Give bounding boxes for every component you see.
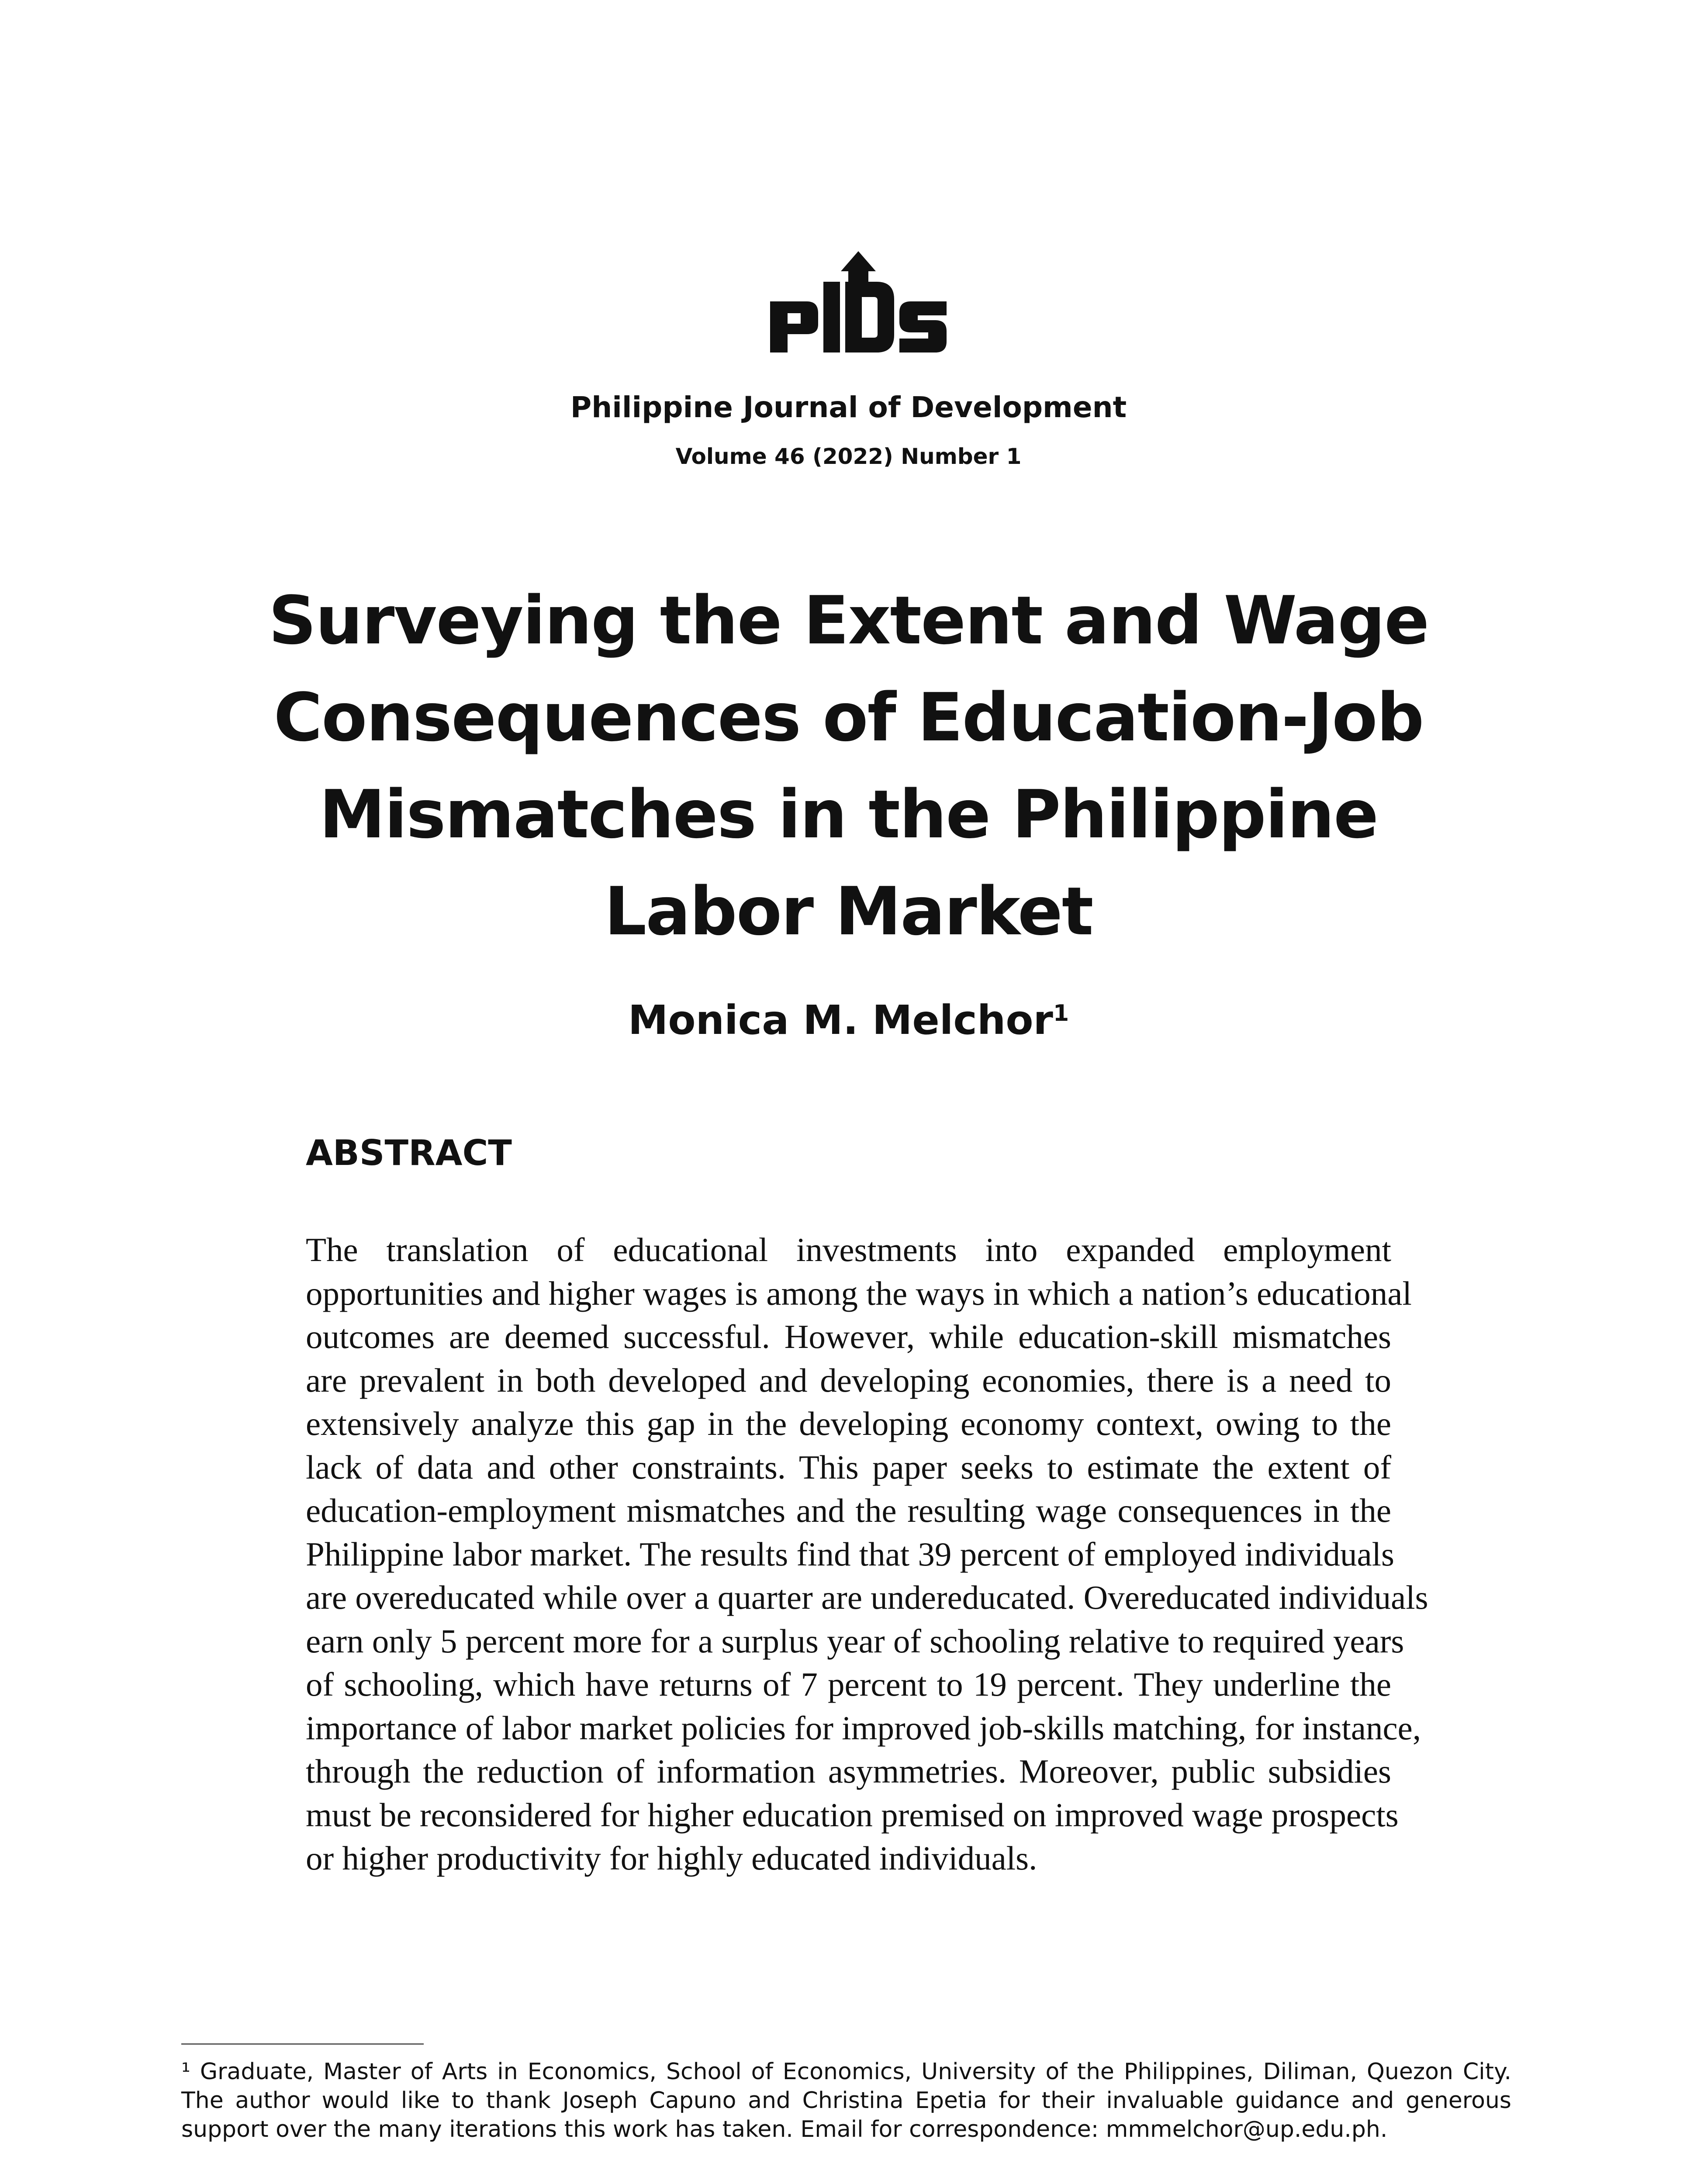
abstract-line: outcomes are deemed successful. However, while education-skill mismatches [306,1318,1391,1355]
article-title [218,572,1479,960]
author-byline [0,997,1697,1044]
footnote-line: The author would like to thank Joseph Capuno and Christina Epetia for their invaluable guidance and generous [181,2087,1511,2114]
abstract-line: earn only 5 percent more for a surplus year of schooling relative to required years [306,1622,1404,1660]
abstract-line: extensively analyze this gap in the developing economy context, owing to the [306,1405,1391,1442]
abstract-line: are prevalent in both developed and developing economies, there is a need to [306,1361,1391,1399]
abstract-line: Philippine labor market. The results find that 39 percent of employed individuals [306,1535,1394,1573]
abstract-line: or higher productivity for highly educated individuals. [306,1839,1037,1877]
pids-logo [767,251,950,356]
title-line: Surveying the Extent and Wage [268,582,1429,659]
abstract-line: lack of data and other constraints. This paper seeks to estimate the extent of [306,1448,1391,1486]
abstract-line: must be reconsidered for higher education premised on improved wage prospects [306,1796,1399,1834]
journal-volume: Volume 46 (2022) Number 1 [675,444,1022,469]
abstract-body [306,1228,1428,1880]
footnote-line: support over the many iterations this work has taken. Email for correspondence: mmmelchor@up.edu.ph. [181,2116,1388,2143]
abstract-line: through the reduction of information asymmetries. Moreover, public subsidies [306,1752,1391,1790]
abstract-line: opportunities and higher wages is among the ways in which a nation’s educational [306,1274,1412,1312]
abstract-line: are overeducated while over a quarter are undereducated. Overeducated individuals [306,1579,1428,1616]
author-name: Monica M. Melchor [628,997,1053,1044]
abstract-line: of schooling, which have returns of 7 percent to 19 percent. They underline the [306,1666,1391,1703]
abstract-line: The translation of educational investments into expanded employment [306,1231,1391,1268]
footnote-divider [181,2043,424,2045]
abstract-heading: ABSTRACT [306,1133,512,1173]
footnote [181,2057,1511,2144]
footnote-marker[interactable]: 1 [1053,1000,1069,1026]
journal-name: Philippine Journal of Development [570,390,1127,424]
abstract-line: education-employment mismatches and the resulting wage consequences in the [306,1492,1391,1529]
title-line: Consequences of Education-Job [273,679,1424,756]
footnote-line: ¹ Graduate, Master of Arts in Economics, School of Economics, University of the Philippines, Diliman, Quezon City. [181,2059,1511,2085]
abstract-line: importance of labor market policies for improved job-skills matching, for instance, [306,1709,1421,1747]
title-line: Mismatches in the Philippine [319,776,1378,853]
title-line: Labor Market [604,873,1093,950]
